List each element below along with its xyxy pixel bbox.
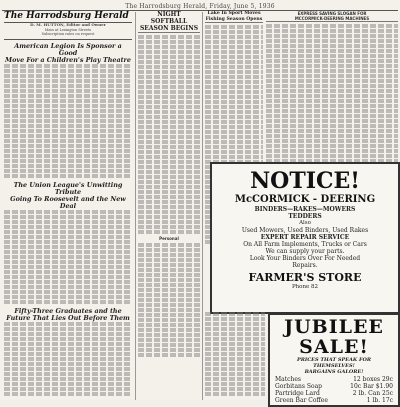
ad-notice-line: We can supply your parts. xyxy=(265,248,345,255)
ad-notice-phone: Phone 82 xyxy=(291,284,319,290)
ad-sale-subtitle: PRICES THAT SPEAK FOR xyxy=(296,357,372,363)
column-softball xyxy=(138,11,200,400)
ad-notice-line: EXPERT REPAIR SERVICE xyxy=(260,234,350,241)
article-personal-body xyxy=(138,243,200,357)
ad-notice-store: FARMER'S STORE xyxy=(248,271,362,284)
column-express xyxy=(266,11,398,161)
list-item: Green Bar Coffee 1 lb. 17c xyxy=(275,397,393,404)
article-graduates-body xyxy=(4,322,132,396)
column-rule-1 xyxy=(135,12,136,400)
ad-sale-title: SALE! xyxy=(299,336,369,358)
ad-notice-brand: McCORMICK - DEERING xyxy=(234,194,376,205)
masthead-contact: Main at Lexington Streets xyxy=(44,27,92,32)
article-express-body xyxy=(266,24,398,163)
ad-notice-title: NOTICE! xyxy=(250,168,360,194)
ad-notice-line: Also xyxy=(299,220,311,226)
column-lake-continued xyxy=(205,312,265,400)
article-softball-body xyxy=(138,35,200,234)
column-editorial xyxy=(4,11,132,400)
headline-union-league: The Union League's Unwitting Tribute Going To Roosevelt and the New Deal xyxy=(10,180,126,210)
headline-graduates: Fifty-Three Graduates and the Future That Lies Out Before Them xyxy=(6,306,130,322)
list-item: Partridge Lard 2 lb. Can 25c xyxy=(275,390,393,397)
ad-notice-line: Look Your Binders Over For Needed xyxy=(249,255,361,262)
ad-sale-subtitle: BARGAINS GALORE! xyxy=(304,369,364,375)
ad-sale xyxy=(268,313,400,407)
list-item: Matches 12 boxes 29c xyxy=(275,376,393,383)
ad-notice xyxy=(210,162,400,314)
ad-notice-line: Used Mowers, Used Binders, Used Rakes xyxy=(241,227,369,234)
ad-notice-line: On All Farm Implements, Trucks or Cars xyxy=(243,241,367,248)
ad-sale-subtitle: THEMSELVES! xyxy=(313,363,355,369)
page-header: The Harrodsburg Herald, Friday, June 5, 1936 xyxy=(125,3,275,10)
headline-softball: NIGHT SOFTBALL SEASON BEGINS xyxy=(139,11,199,32)
headline-lake: Lake In Sport Moves Fishing Season Opens xyxy=(205,11,263,22)
masthead-title: The Harrodsburg Herald xyxy=(4,11,132,23)
ad-notice-line: TEDDERS xyxy=(288,213,322,220)
masthead-rule xyxy=(4,39,132,40)
column-rule-2 xyxy=(202,12,203,400)
ad-sale-title: JUBILEE xyxy=(284,316,384,338)
masthead-editor: D. M. HUTTON, Editor and Owner xyxy=(30,22,106,27)
article-legion-body xyxy=(4,64,132,178)
article-union-body xyxy=(4,210,132,304)
headline-legion: American Legion Is Sponsor a Good Move For a Children's Play Theatre xyxy=(5,41,131,64)
ad-notice-line: Repairs. xyxy=(292,262,318,269)
ad-notice-line: BINDERS—RAKES—MOWERS xyxy=(254,206,356,213)
headline-express: EXPRESS SAVING SLOGAN FOR MCCORMICK-DEERING MACHINES xyxy=(266,11,398,22)
ad-sale-items xyxy=(270,375,398,405)
masthead-subscription: Subscription rates on request xyxy=(41,32,95,36)
section-personal: Personal xyxy=(159,236,179,241)
list-item: Gorbitans Soap 10c Bar $1.90 xyxy=(275,383,393,390)
